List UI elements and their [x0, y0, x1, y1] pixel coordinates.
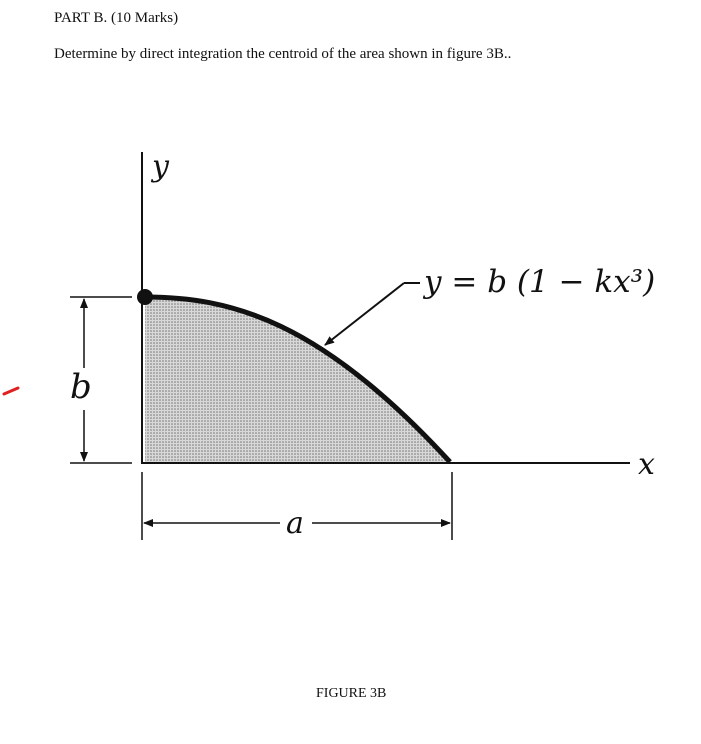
- curve-equation-label: y = b (1 − kx³): [424, 264, 656, 300]
- y-axis-label: y: [152, 149, 169, 184]
- question-text: Determine by direct integration the centroid of the area shown in figure 3B..: [54, 46, 512, 62]
- part-heading: PART B. (10 Marks): [54, 10, 179, 26]
- figure-caption: FIGURE 3B: [316, 686, 387, 701]
- curve-leader-arrow: [325, 283, 404, 345]
- width-label: a: [286, 506, 304, 541]
- x-axis-label: x: [638, 447, 655, 482]
- height-label: b: [70, 367, 92, 407]
- curve-start-point: [137, 289, 153, 305]
- shaded-area: [145, 297, 450, 462]
- pen-mark: [4, 388, 18, 394]
